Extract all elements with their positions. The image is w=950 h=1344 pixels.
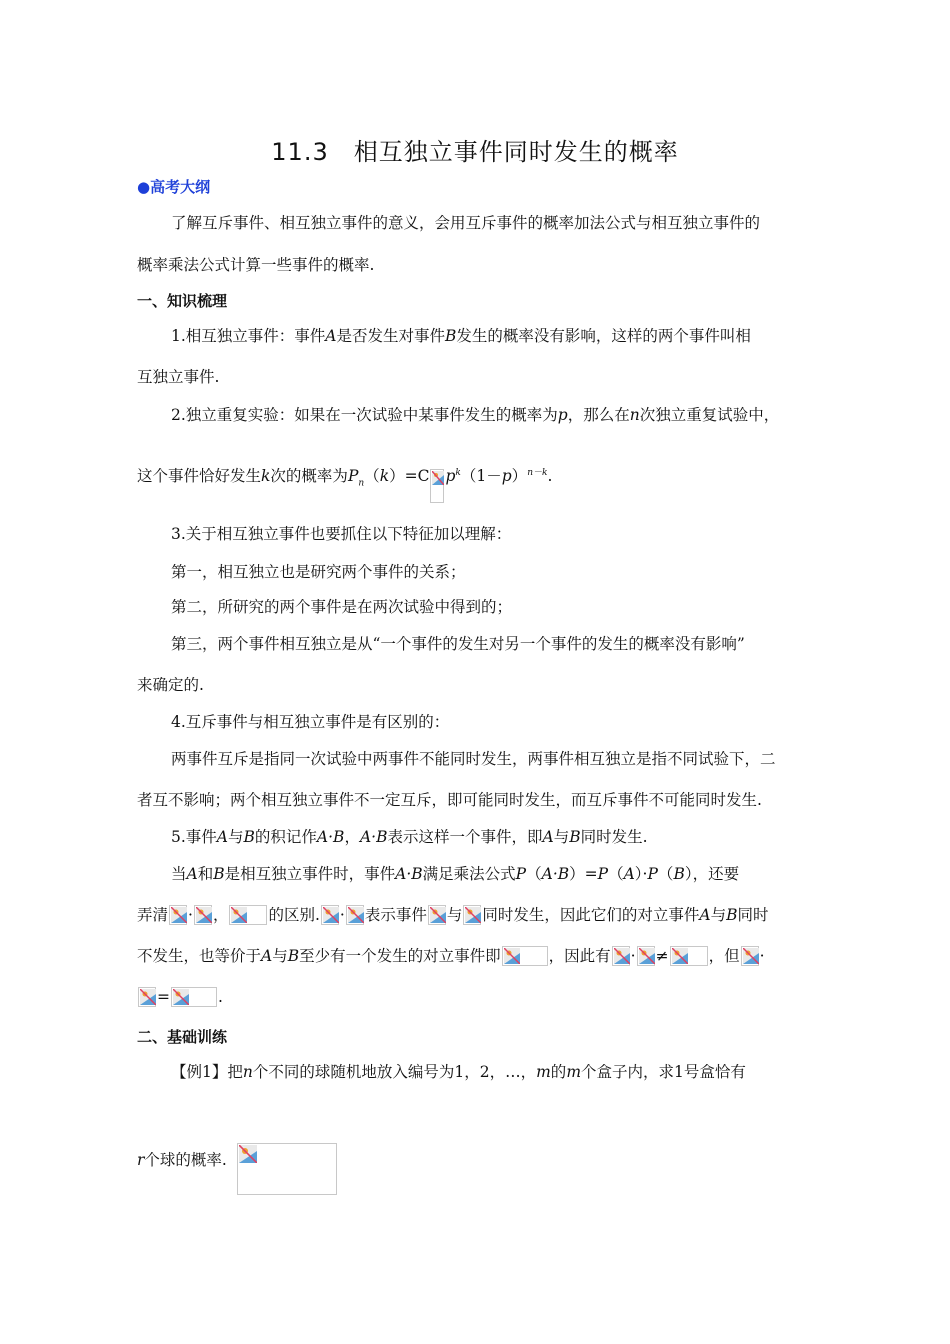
section-heading-knowledge: 一、知识梳理 xyxy=(137,292,228,310)
point-3-first: 第一，相互独立也是研究两个事件的关系； xyxy=(171,563,466,581)
broken-image-icon xyxy=(171,987,217,1007)
broken-image-icon xyxy=(428,905,446,925)
broken-image-icon xyxy=(194,905,212,925)
broken-image-icon xyxy=(463,905,481,925)
outline-heading: ●高考大纲 xyxy=(137,178,211,196)
broken-image-icon xyxy=(670,946,708,966)
point-3: 3.关于相互独立事件也要抓住以下特征加以理解： xyxy=(171,525,512,543)
point-5-line-3: 弄清 · ， 的区别. · 表示事件 与 同时发生，因此它们的对立事件A与B同时 xyxy=(137,906,769,924)
point-4-line-1: 两事件互斥是指同一次试验中两事件不能同时发生，两事件相互独立是指不同试验下，二 xyxy=(171,750,776,768)
point-3-third-line-1: 第三，两个事件相互独立是从“一个事件的发生对另一个事件的发生的概率没有影响” xyxy=(171,635,745,653)
broken-image-icon xyxy=(502,946,548,966)
point-3-third-line-2: 来确定的. xyxy=(137,676,204,694)
broken-image-icon xyxy=(741,946,759,966)
point-4-line-2: 者互不影响；两个相互独立事件不一定互斥，即可能同时发生，而互斥事件不可能同时发生. xyxy=(137,791,762,809)
point-5-line-4: 不发生，也等价于A与B至少有一个发生的对立事件即 ，因此有 · ≠ ，但 · xyxy=(137,947,765,965)
point-5-line-1: 5.事件A与B的积记作A·B，A·B表示这样一个事件，即A与B同时发生. xyxy=(171,828,648,846)
broken-image-icon xyxy=(169,905,187,925)
section-heading-training: 二、基础训练 xyxy=(137,1028,228,1046)
broken-image-icon xyxy=(138,987,156,1007)
point-1-line-1: 1.相互独立事件：事件A是否发生对事件B发生的概率没有影响，这样的两个事件叫相 xyxy=(171,327,751,345)
outline-para-line-2: 概率乘法公式计算一些事件的概率. xyxy=(137,256,375,274)
point-3-second: 第二，所研究的两个事件是在两次试验中得到的； xyxy=(171,598,513,616)
broken-image-icon xyxy=(321,905,339,925)
broken-image-icon xyxy=(229,905,267,925)
point-2-line-2: 这个事件恰好发生k次的概率为$P_n(k)=C$ $p^k(1-p)^{n-k}$. xyxy=(137,462,552,503)
broken-image-icon xyxy=(346,905,364,925)
point-5-line-5: = . xyxy=(137,986,223,1008)
point-4: 4.互斥事件与相互独立事件是有区别的： xyxy=(171,713,450,731)
broken-image-icon xyxy=(612,946,630,966)
outline-para-line-1: 了解互斥事件、相互独立事件的意义，会用互斥事件的概率加法公式与相互独立事件的 xyxy=(171,214,761,232)
broken-image-icon xyxy=(430,469,444,503)
broken-image-icon xyxy=(637,946,655,966)
point-2-line-1: 2.独立重复实验：如果在一次试验中某事件发生的概率为p，那么在n次独立重复试验中， xyxy=(171,406,780,424)
point-1-line-2: 互独立事件. xyxy=(137,368,220,386)
example-1-line-1: 【例1】把n个不同的球随机地放入编号为1，2，…，m的m个盒子内，求1号盒恰有 xyxy=(171,1063,746,1081)
example-1-line-2: r个球的概率. xyxy=(137,1151,227,1169)
page-title: 11.3 相互独立事件同时发生的概率 xyxy=(271,138,679,166)
point-5-line-2: 当A和B是相互独立事件时，事件A·B满足乘法公式P（A·B）=P（A）·P（B），还要 xyxy=(171,865,740,883)
broken-image-icon xyxy=(237,1143,337,1195)
